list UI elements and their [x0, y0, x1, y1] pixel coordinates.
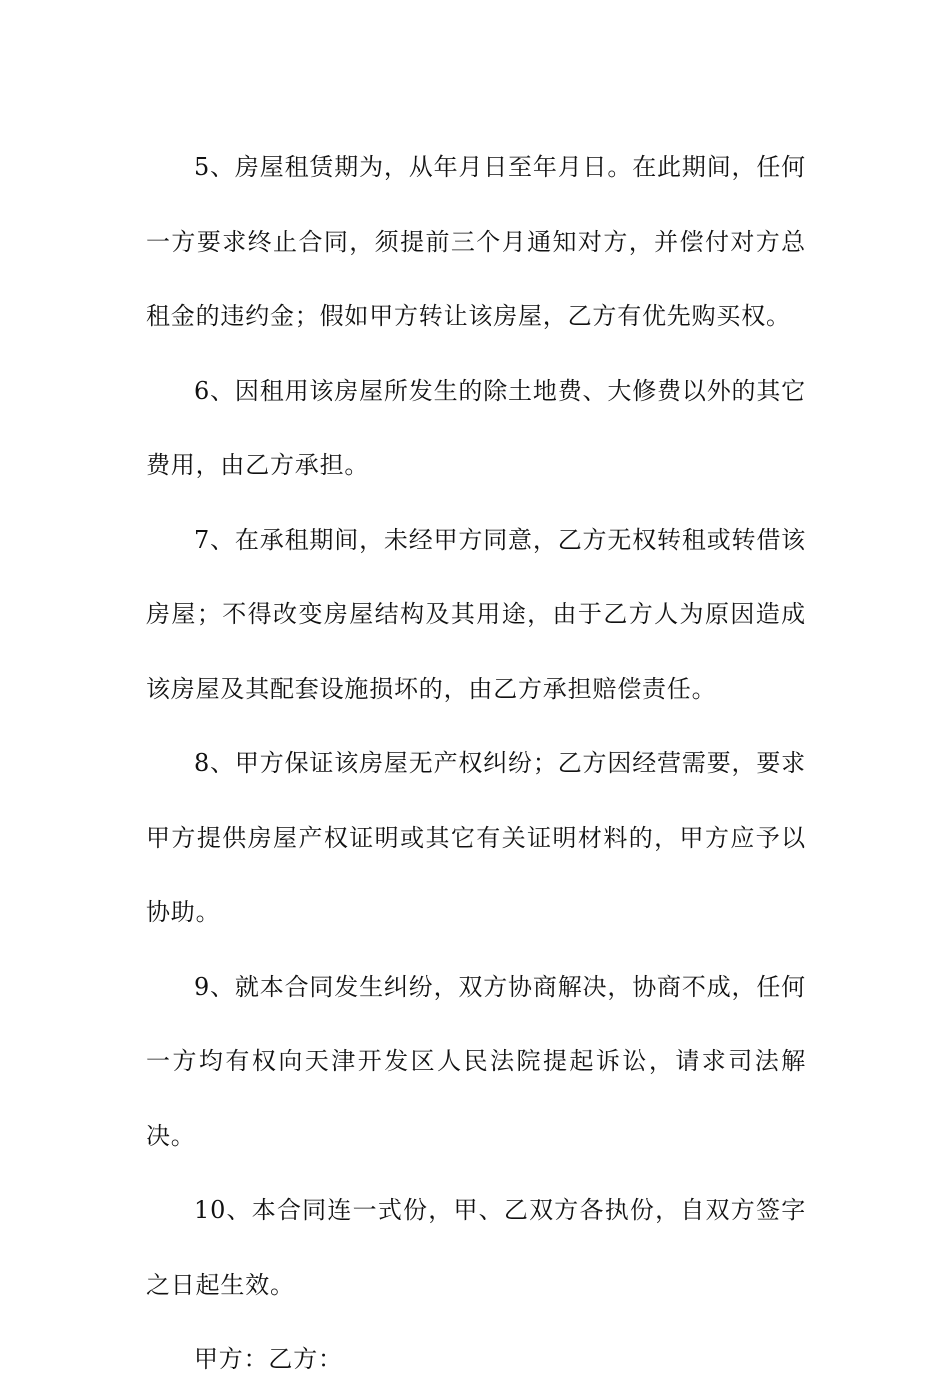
- clause-8: 8、甲方保证该房屋无产权纠纷；乙方因经营需要，要求甲方提供房屋产权证明或其它有关证明材料的，甲方应予以协助。: [146, 749, 806, 926]
- signature-line: 甲方：乙方：: [194, 1345, 343, 1373]
- clause-9: 9、就本合同发生纠纷，双方协商解决，协商不成，任何一方均有权向天津开发区人民法院提起诉讼，请求司法解决。: [146, 972, 806, 1150]
- clause-5: 5、房屋租赁期为，从年月日至年月日。在此期间，任何一方要求终止合同，须提前三个月通知对方，并偿付对方总租金的违约金；假如甲方转让该房屋，乙方有优先购买权。: [146, 153, 806, 330]
- contract-body: [146, 130, 806, 1397]
- clause-7: 7、在承租期间，未经甲方同意，乙方无权转租或转借该房屋；不得改变房屋结构及其用途，由于乙方人为原因造成该房屋及其配套设施损坏的，由乙方承担赔偿责任。: [146, 525, 806, 703]
- clause-10: 10、本合同连一式份，甲、乙双方各执份，自双方签字之日起生效。: [146, 1196, 806, 1299]
- clause-6: 6、因租用该房屋所发生的除土地费、大修费以外的其它费用，由乙方承担。: [146, 376, 806, 479]
